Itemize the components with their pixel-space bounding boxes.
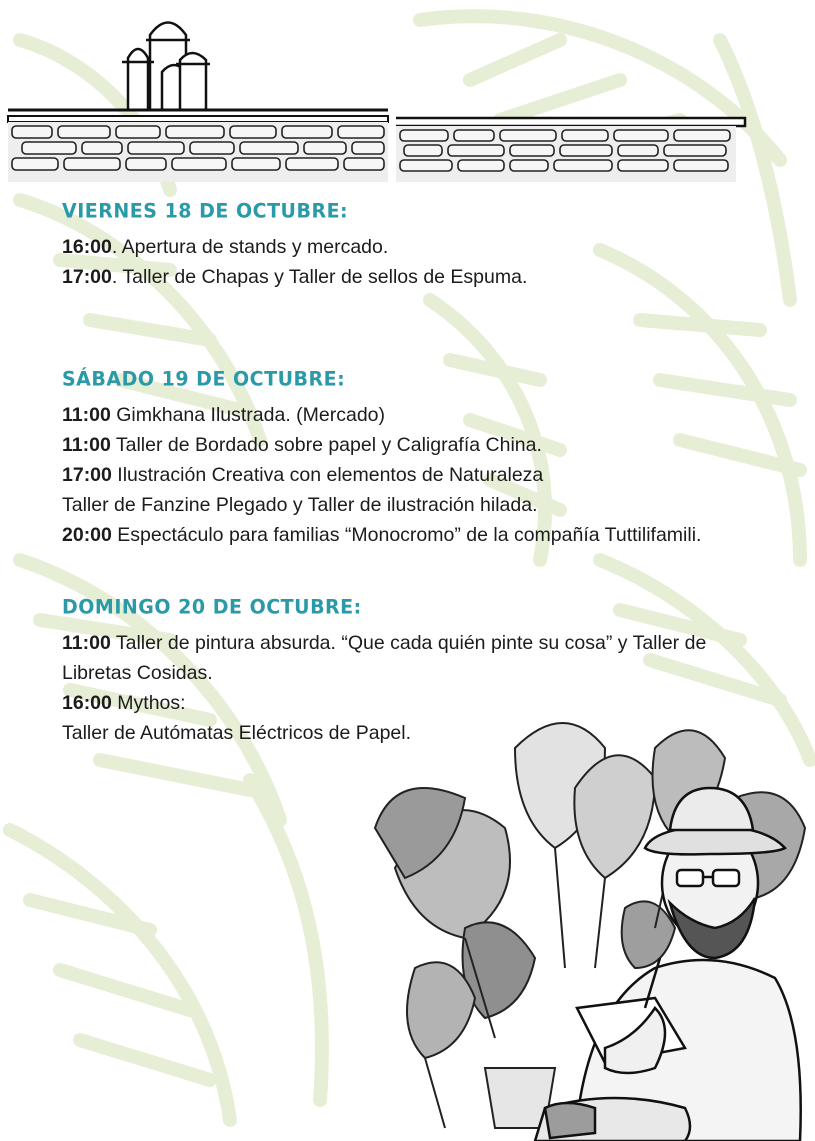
schedule <box>62 200 802 794</box>
schedule-line <box>62 490 802 520</box>
day-heading: DOMINGO 20 DE OCTUBRE: <box>62 595 362 619</box>
time-label: 20:00 <box>62 524 112 546</box>
schedule-line <box>62 262 802 292</box>
schedule-line <box>62 658 802 688</box>
schedule-line <box>62 232 802 262</box>
time-label: 11:00 <box>62 434 111 456</box>
time-label: 16:00 <box>62 692 112 714</box>
time-label: 11:00 <box>62 404 111 426</box>
time-label: 17:00 <box>62 266 112 288</box>
day-section-saturday <box>62 368 802 550</box>
day-heading: SÁBADO 19 DE OCTUBRE: <box>62 367 346 391</box>
activity-text: Taller de Bordado sobre papel y Caligrafía China. <box>110 434 542 456</box>
time-label: 17:00 <box>62 464 112 486</box>
activity-text: Libretas Cosidas. <box>62 662 213 684</box>
stone-wall-illustration <box>0 0 815 190</box>
schedule-line <box>62 520 802 550</box>
schedule-line <box>62 400 802 430</box>
activity-text: Mythos: <box>111 692 186 714</box>
illustrator-with-plants-illustration <box>355 708 815 1141</box>
day-section-friday <box>62 200 802 292</box>
activity-text: . Taller de Chapas y Taller de sellos de Espuma. <box>111 266 528 288</box>
time-label: 11:00 <box>62 632 111 654</box>
schedule-line <box>62 430 802 460</box>
activity-text: Espectáculo para familias “Monocromo” de la compañía Tuttilifamili. <box>111 524 702 546</box>
schedule-line <box>62 460 802 490</box>
activity-text: Ilustración Creativa con elementos de Naturaleza <box>111 464 544 486</box>
activity-text: Taller de Autómatas Eléctricos de Papel. <box>62 722 412 744</box>
activity-text: Gimkhana Ilustrada. (Mercado) <box>110 404 386 426</box>
activity-text: Taller de pintura absurda. “Que cada quién pinte su cosa” y Taller de <box>110 632 707 654</box>
schedule-line <box>62 628 802 658</box>
activity-text: Taller de Fanzine Plegado y Taller de ilustración hilada. <box>62 494 538 516</box>
day-heading: VIERNES 18 DE OCTUBRE: <box>62 199 349 223</box>
activity-text: . Apertura de stands y mercado. <box>111 236 389 258</box>
time-label: 16:00 <box>62 236 112 258</box>
